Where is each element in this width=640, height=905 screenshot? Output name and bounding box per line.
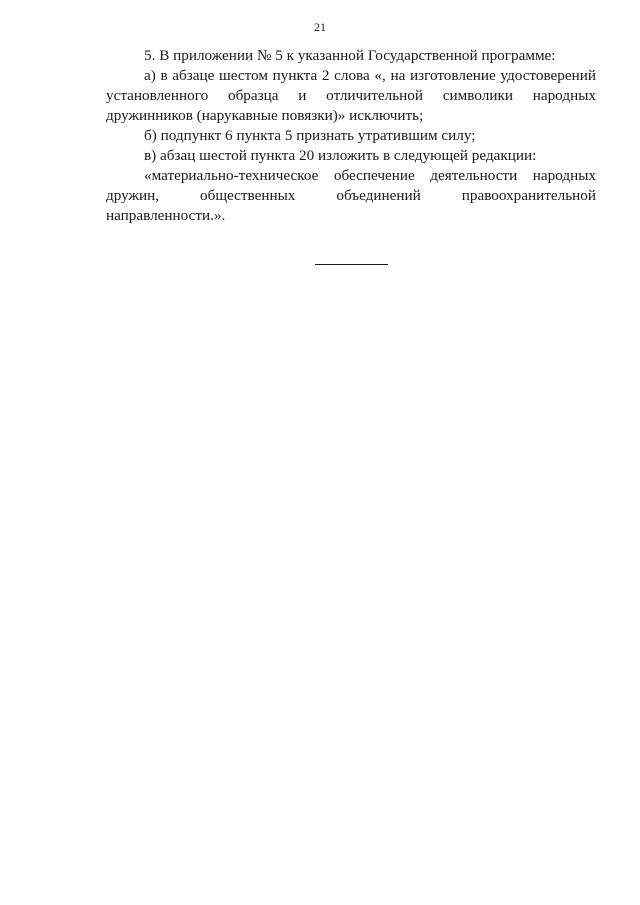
paragraph-subitem-v: в) абзац шестой пункта 20 изложить в следующей редакции:: [144, 147, 537, 164]
paragraph-subitem-b: б) подпункт 6 пункта 5 признать утратившим силу;: [144, 127, 476, 144]
document-body: [106, 46, 596, 226]
end-separator-line: [315, 264, 388, 265]
page-number: 21: [314, 20, 326, 34]
paragraph-new-wording: «материально-техническое обеспечение деятельности народных дружин, общественных объединений правоохранительной направленности.».: [106, 167, 596, 224]
paragraph-subitem-a: а) в абзаце шестом пункта 2 слова «, на изготовление удостоверений установленного образца и отличительной символики народных дружинников (нарукавные повязки)» исключить;: [106, 67, 596, 124]
paragraph-item-5: 5. В приложении № 5 к указанной Государственной программе:: [144, 47, 556, 64]
